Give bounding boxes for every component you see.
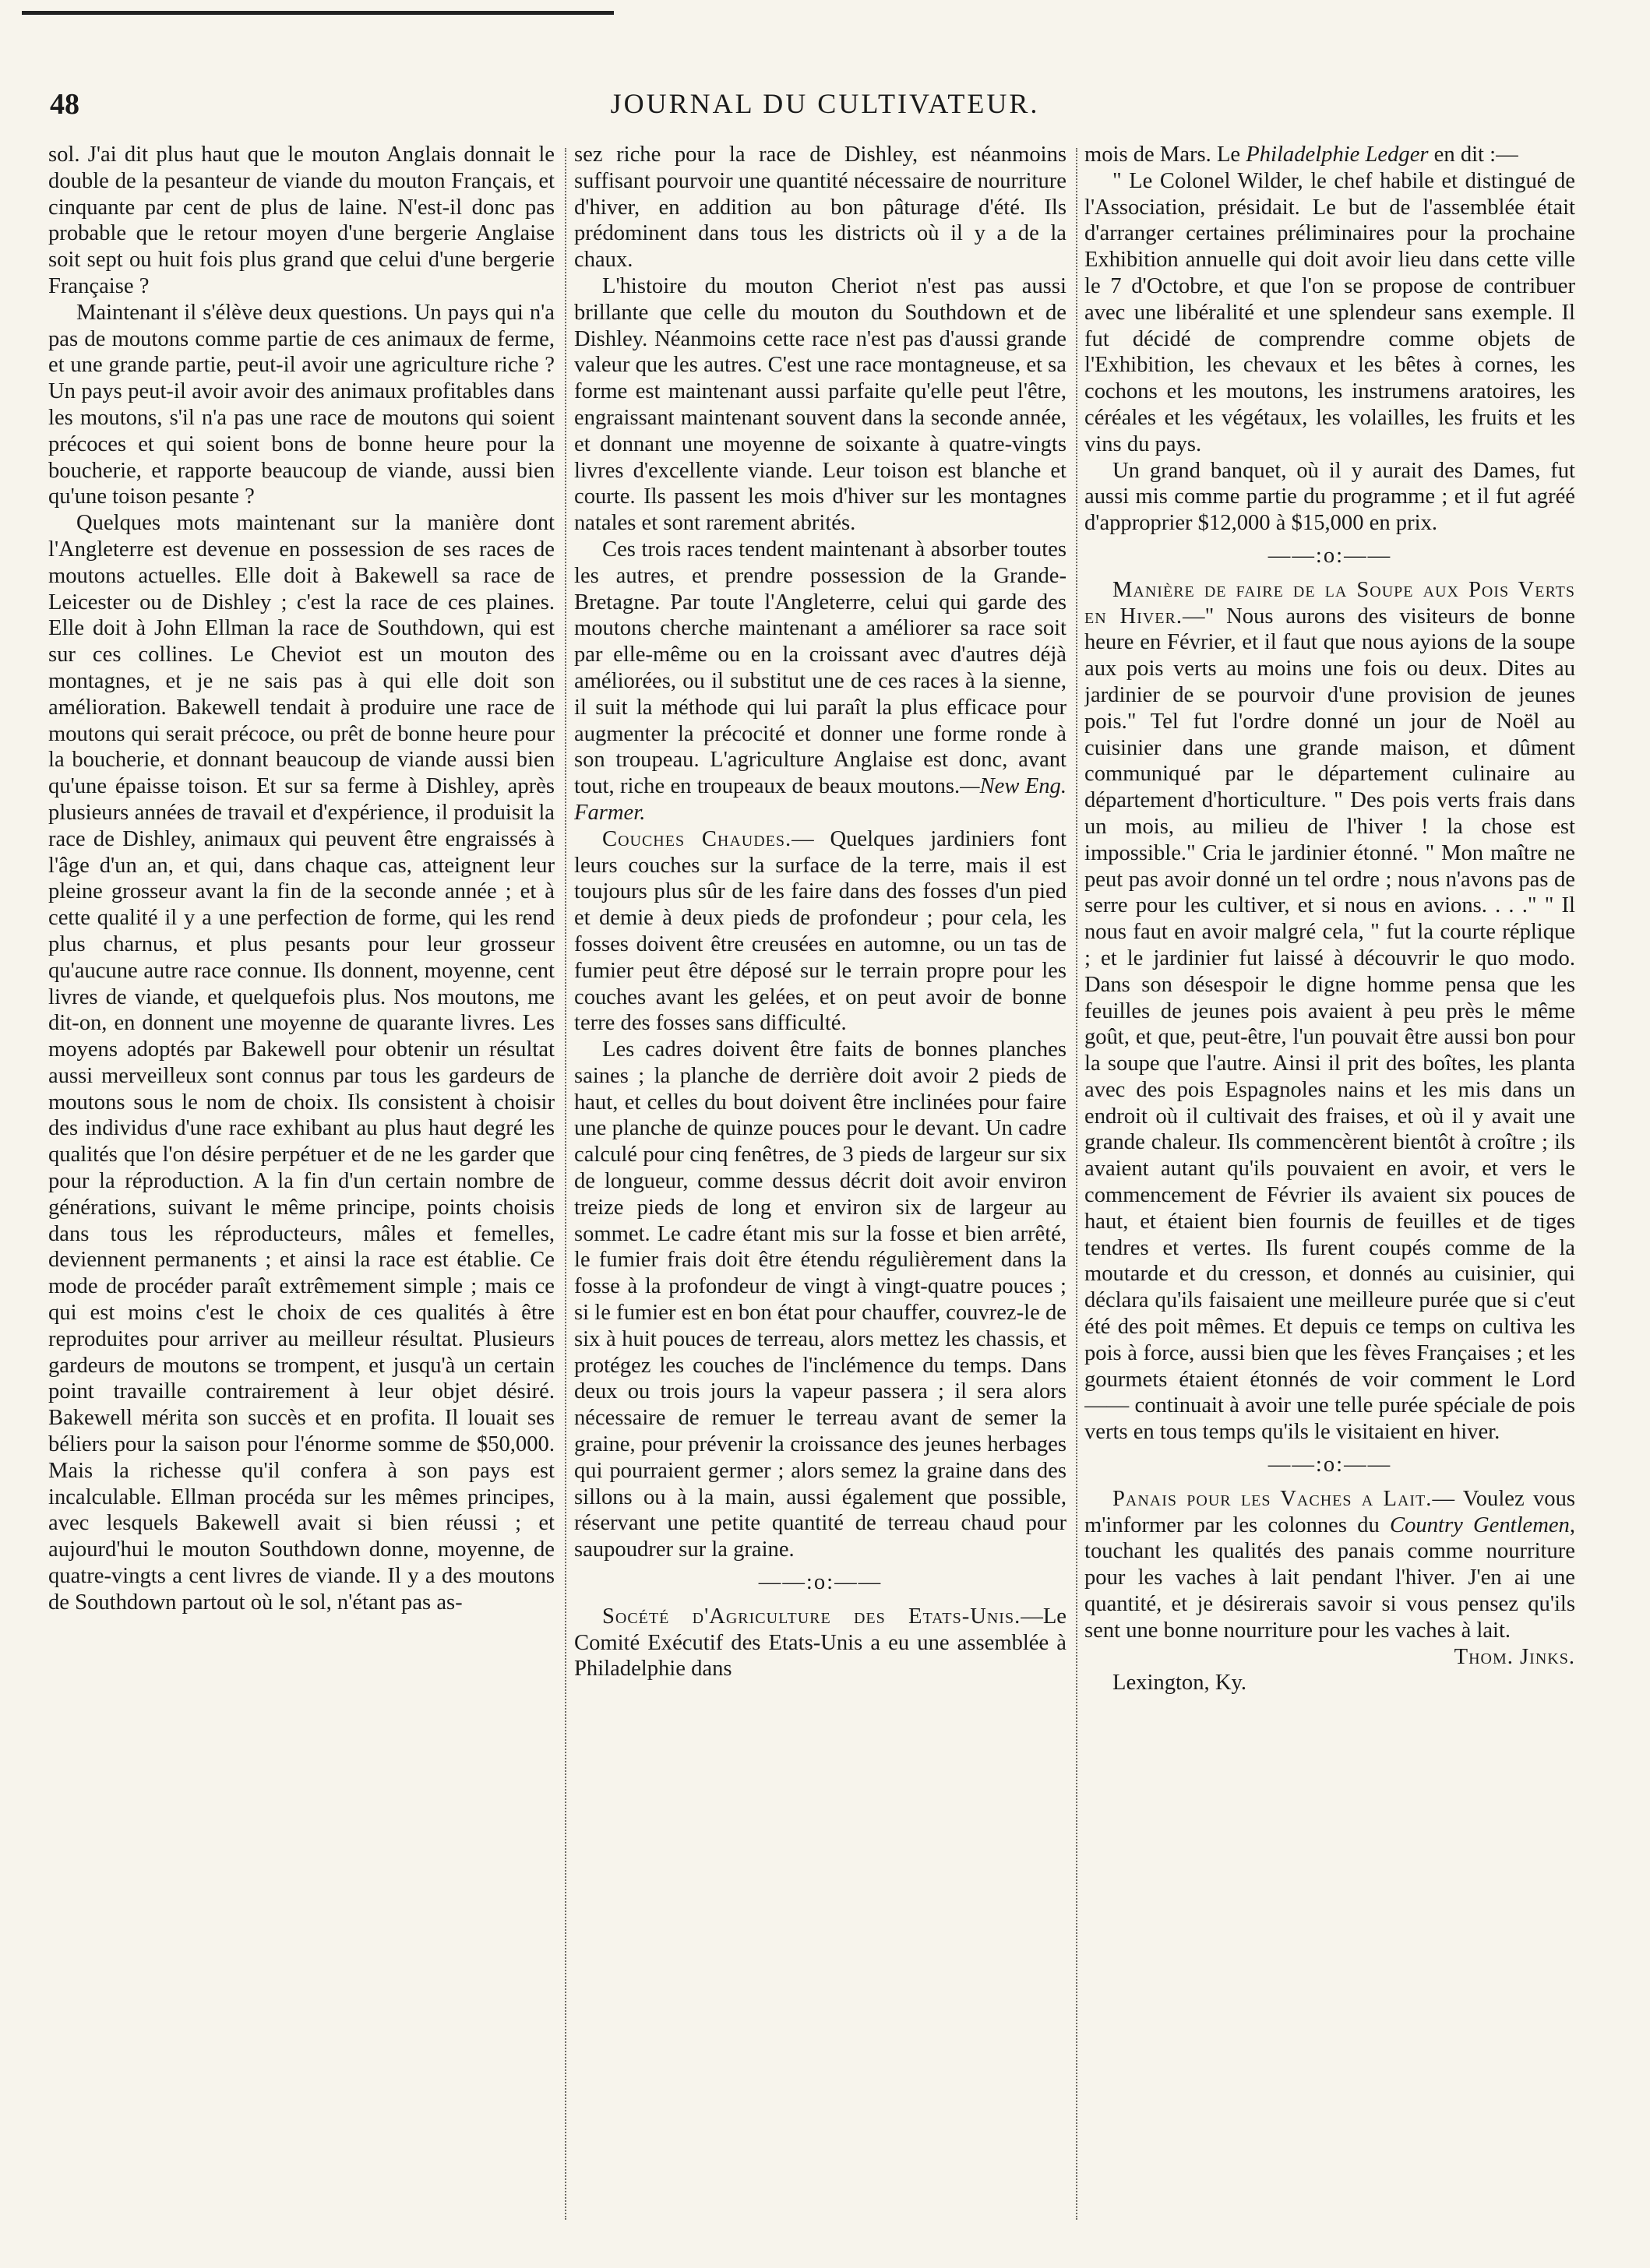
paragraph-text: mois de Mars. Le	[1084, 143, 1246, 167]
paragraph: sol. J'ai dit plus haut que le mouton Anglais donnait le double de la pesanteur de viande du mouton Français, et cinquante par cent de plus de laine. N'est-il donc pas probable que le retour moyen d'une bergerie Anglaise soit sept ou huit fois plus grand que celui d'une bergerie Française ?	[48, 143, 555, 298]
newspaper-title: Philadelphie Ledger	[1246, 143, 1429, 167]
newspaper-title: Country Gentlemen	[1390, 1513, 1570, 1537]
section-heading: Socété d'Agriculture des Etats-Unis.	[602, 1604, 1021, 1629]
paragraph: sez riche pour la race de Dishley, est néanmoins suffisant pourvoir une quantité nécessaire de nourriture d'hiver, en addition au bon pâturage d'été. Ils prédominent dans tous les districts où il y a de la chaux.	[574, 143, 1067, 273]
paragraph-text: —" Nous aurons des visiteurs de bonne heure en Février, et il faut que nous ayions de la soupe aux pois verts au moins une fois ou deux. Dites au jardinier de se pourvoir d'une provision de jeunes pois." Tel fut l'ordre donné un jour de Noël au cuisinier dans une grande maison, et dûment communiqué par le département culinaire au département d'horticulture. " Des pois verts frais dans un mois, au milieu de l'hiver ! la chose est impossible." Cria le jardinier étonné. " Mon maître ne peut pas avoir donné un tel ordre ; nous n'avons pas de serre pour les cultiver, et si nous en avions. . . ." " Il nous faut en avoir malgré cela, " fut la courte réplique ; et le jardinier fut laissé à découvrir le quo modo. Dans son désespoir le digne homme pensa que les feuilles de jeunes pois avaient à peu près le même goût, et que, peut-être, l'un pouvait être aussi bon pour la soupe que l'autre. Ainsi il prit des boîtes, les planta avec des pois Espagnoles nains et les mis dans un endroit où il cultivait des fraises, et où il y avait une grande chaleur. Ils commencèrent bientôt à croître ; ils avaient autant qu'ils pouvaient en avoir, et vers le commencement de Février ils avaient six pouces de haut, et étaient bien fournis de feuilles et de tiges tendres et vertes. Ils furent coupés comme de la moutarde et du cresson, et donnés au cuisinier, qui déclara qu'ils faisaient une meilleure purée que si c'eut été des poit mêmes. Et depuis ce temps on cultiva les pois à force, aussi bien que les fèves Françaises ; et les gourmets étaient étonnés de voir comment le Lord —— continuait à avoir une telle purée spéciale de pois verts en tous temps qu'ils le visitaient en hiver.	[1084, 604, 1575, 1445]
paragraph-text: — Voulez vous m'informer par les colonnes du	[1084, 1486, 1575, 1537]
paragraph-text: en dit :—	[1428, 143, 1518, 167]
paragraph: " Le Colonel Wilder, le chef habile et distingué de l'Association, présidait. Le but de l'assemblée était d'arranger certaines préliminaires pour la prochaine Exhibition annuelle qui doit avoir lieu dans cette ville le 7 d'Octobre, et que l'on se propose de contribuer avec une libéralité et une splendeur sans exemple. Il fut décidé de comprendre comme objets de l'Exhibition, les chevaux et les bêtes à cornes, les cochons et les moutons, les instrumens aratoires, les céréales et les végétaux, les volailles, les fruits et les vins du pays.	[1084, 168, 1575, 456]
section-heading: Manière de faire de la Soupe aux Pois Verts en Hiver.	[1084, 577, 1575, 629]
section-divider: ——:o:——	[1267, 1453, 1392, 1477]
paragraph: Un grand banquet, où il y aurait des Dames, fut aussi mis comme partie du programme ; et il fut agréé d'approprier $12,000 à $15,000 en prix.	[1084, 458, 1575, 536]
column-2	[574, 142, 1067, 2245]
section-divider: ——:o:——	[1267, 543, 1392, 568]
section-heading: Panais pour les Vaches a Lait.	[1112, 1486, 1433, 1511]
place-line: Lexington, Ky.	[1112, 1671, 1247, 1696]
paragraph	[574, 1604, 1067, 1682]
paragraph: Quelques mots maintenant sur la manière dont l'Angleterre est devenue en possession de ses races de moutons actuelles. Elle doit à Bakewell sa race de Leicester ou de Dishley ; c'est la race de ces plaines. Elle doit à John Ellman la race de Southdown, qui est sur ces collines. Le Cheviot est un mouton des montagnes, et je ne sais pas à qui elle doit son amélioration. Bakewell tendait à produire une race de moutons qui serait précoce, ou prêt de bonne heure pour la boucherie, et donnant beaucoup de viande aussi bien qu'une épaisse toison. Et sur sa ferme à Dishley, après plusieurs années de travail et d'expérience, il produisit la race de Dishley, animaux qui peuvent être engraissés à l'âge d'un an, et qui, dans chaque cas, atteignent leur pleine grosseur avant la fin de la seconde année ; et à cette qualité il y a une perfection de forme, qui les rend plus charnus, et plus pesants pour leur grosseur qu'aucune autre race connue. Ils donnent, moyenne, cent livres de viande, et quelquefois plus. Nos moutons, me dit-on, en donnent une moyenne de quarante livres. Les moyens adoptés par Bakewell pour obtenir un résultat aussi merveilleux sont connus par tous les gardeurs de moutons sous le nom de choix. Ils consistent à choisir des individus d'une race exhibant au plus haut degré les qualités que l'on désire perpétuer et de ne les garder que pour la réproduction. A la fin d'un certain nombre de générations, suivant le même principe, points choisis dans tous les réproducteurs, mâles et femelles, deviennent permanents ; et ainsi la race est établie. Ce mode de procéder paraît extrêmement simple ; mais ce qui est moins c'est le choix de ces qualités à être reproduites pour arriver au meilleur résultat. Plusieurs gardeurs de moutons se trompent, et jusqu'à un certain point travaille contrairement à leur objet désiré. Bakewell mérita son succès et en profita. Il louait ses béliers pour la saison pour l'énorme somme de $50,000. Mais la richesse qu'il confera à son pays est incalculable. Ellman procéda sur les mêmes principes, avec lesquels Bakewell avait si bien réussi ; et aujourd'hui le mouton Southdown donne, moyenne, de quatre-vingts a cent livres de viande. Il y a des moutons de Southdown partout où le sol, n'étant pas as-	[48, 511, 555, 1615]
paragraph: Maintenant il s'élève deux questions. Un pays qui n'a pas de moutons comme partie de ces animaux de ferme, et une grande partie, peut-il avoir une agriculture riche ? Un pays peut-il avoir avoir des animaux profitables dans les moutons, s'il n'a pas une race de moutons qui soient précoces et qui soient bons de bonne heure pour la boucherie, et rapporte beaucoup de viande, aussi bien qu'une toison pesante ?	[48, 300, 555, 509]
paragraph	[1084, 1486, 1575, 1644]
signature	[1084, 1644, 1575, 1671]
section-heading: Couches Chaudes.	[602, 826, 792, 851]
paragraph	[574, 537, 1067, 826]
top-rule	[22, 11, 614, 15]
source-citation: —New Eng. Farmer.	[574, 774, 1067, 825]
paragraph	[1084, 577, 1575, 1446]
column-3	[1084, 142, 1575, 2245]
paragraph	[1084, 142, 1575, 168]
paragraph-text: —Le Comité Exécutif des Etats-Unis a eu une assemblée à Philadelphie dans	[574, 1604, 1067, 1682]
paragraph	[574, 826, 1067, 1037]
paragraph: L'histoire du mouton Cheriot n'est pas aussi brillante que celle du mouton du Southdown et de Dishley. Néanmoins cette race n'est pas d'aussi grande valeur que les autres. C'est une race montagneuse, et sa forme est maintenant aussi parfaite qu'elle peut l'être, engraissant maintenant souvent dans la seconde année, et donnant une moyenne de soixante à quatre-vingts livres d'excellente viande. Leur toison est blanche et courte. Ils passent les mois d'hiver sur les montagnes natales et sont rarement abrités.	[574, 273, 1067, 536]
paragraph-text: — Quelques jardiniers font leurs couches sur la surface de la terre, mais il est toujours plus sûr de les faire dans des fosses d'un pied et demie à deux pieds de profondeur ; pour cela, les fosses doivent être creusées en automne, ou un tas de fumier peut être déposé sur le terrain propre pour les couches avant les gelées, et on peut avoir de bonne terre des fosses sans difficulté.	[574, 826, 1067, 1036]
running-title: JOURNAL DU CULTIVATEUR.	[610, 88, 1040, 119]
column-separator	[1076, 148, 1077, 2220]
page-number: 48	[50, 88, 79, 121]
column-separator	[565, 148, 566, 2220]
paragraph-text: Ces trois races tendent maintenant à absorber toutes les autres, et prendre possession de la Grande-Bretagne. Par toute l'Angleterre, celui qui garde des moutons cherche maintenant a améliorer sa race soit par elle-même ou en la croissant avec d'autres déjà améliorées, ou il substitut une de ces races à la sienne, il suit la méthode qui lui paraît la plus efficace pour augmenter la précocité et donner une forme ronde à son troupeau. L'agriculture Anglaise est donc, avant tout, riche en troupeaux de beaux moutons.	[574, 537, 1067, 799]
column-1	[48, 142, 555, 2245]
paragraph-text: , touchant les qualités des panais comme nourriture pour les vaches à lait pendant l'hiver. J'en ai une quantité, et je désirerais savoir si vous pensez qu'ils sent une bonne nourriture pour les vaches à lait.	[1084, 1513, 1575, 1643]
author-name: Thom. Jinks.	[1454, 1644, 1575, 1669]
paragraph: Les cadres doivent être faits de bonnes planches saines ; la planche de derrière doit avoir 2 pieds de haut, et celles du bout doivent être inclinées pour faire une planche de quinze pouces pour le devant. Un cadre calculé pour cinq fenêtres, de 3 pieds de largeur sur six de longueur, comme dessus décrit doit avoir environ treize pieds de long et environ six de largeur au sommet. Le cadre étant mis sur la fosse et bien arrêté, le fumier frais doit être étendu régulièrement dans la fosse à la profondeur de vingt à vingt-quatre pouces ; si le fumier est en bon état pour chauffer, couvrez-le de six à huit pouces de terreau, alors mettez les chassis, et protégez les couches de l'inclémence du temps. Dans deux ou trois jours la vapeur passera ; il sera alors nécessaire de remuer le terreau avant de semer la graine, pour prévenir la croissance des jeunes herbages qui pourraient germer ; alors semez la graine dans des sillons ou à la main, aussi également que possible, réservant une petite quantité de terreau chaud pour saupoudrer sur la graine.	[574, 1037, 1067, 1562]
section-divider: ——:o:——	[758, 1570, 883, 1595]
